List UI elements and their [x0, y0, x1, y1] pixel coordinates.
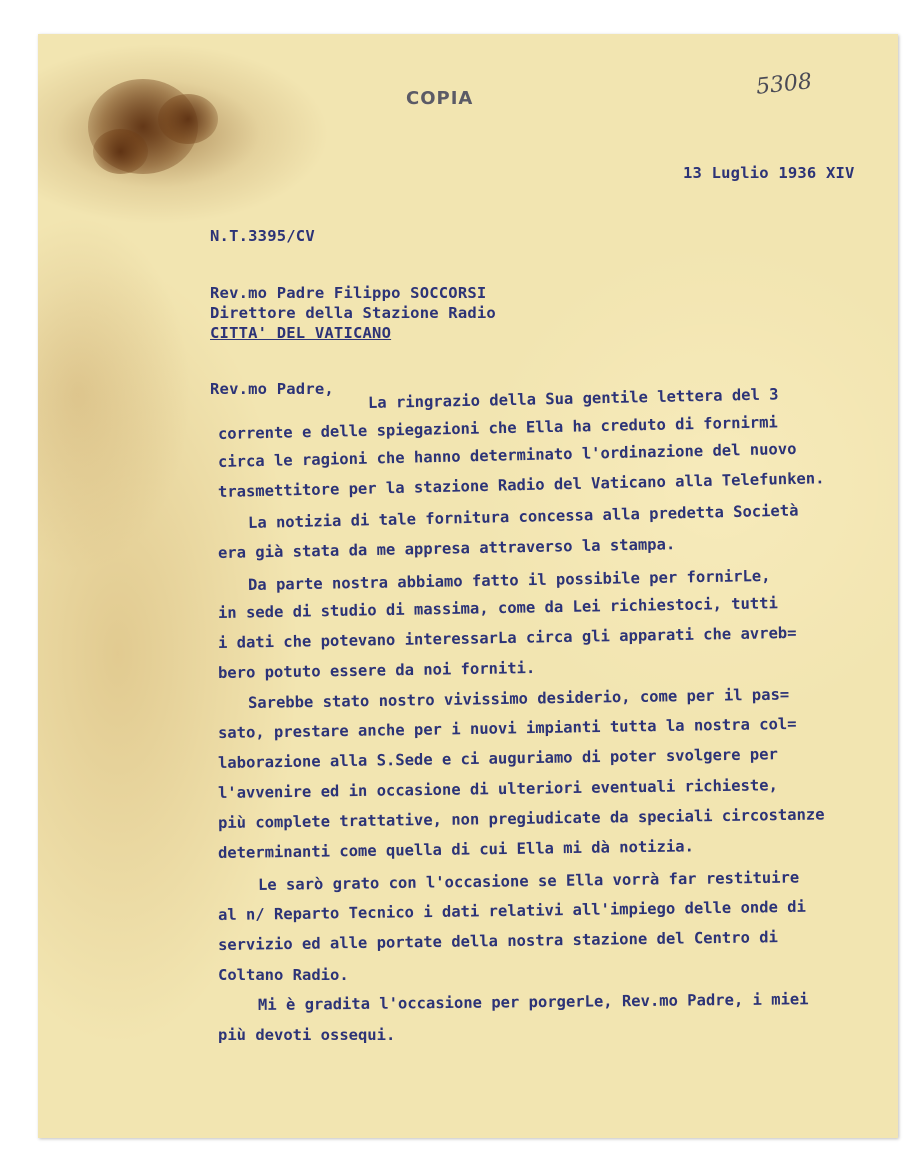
recipient-title: Direttore della Stazione Radio	[210, 304, 496, 322]
copy-stamp: COPIA	[406, 88, 474, 109]
letter-page	[38, 34, 898, 1138]
body-line: Mi è gradita l'occasione per porgerLe, Rev.mo Padre, i miei	[257, 990, 809, 1014]
water-stain	[93, 129, 148, 174]
body-line: bero potuto essere da noi forniti.	[217, 659, 536, 682]
body-line: sato, prestare anche per i nuovi impianti tutta la nostra col=	[217, 714, 797, 742]
body-line: Coltano Radio.	[218, 966, 349, 984]
water-stain	[158, 94, 218, 144]
body-line: corrente e delle spiegazioni che Ella ha creduto di fornirmi	[217, 413, 778, 443]
body-line: Da parte nostra abbiamo fatto il possibile per fornirLe,	[247, 566, 771, 594]
body-line: La ringrazio della Sua gentile lettera del 3	[367, 385, 779, 412]
body-line: La notizia di tale fornitura concessa alla predetta Società	[247, 501, 799, 532]
recipient-name: Rev.mo Padre Filippo SOCCORSI	[210, 284, 487, 302]
body-line: servizio ed alle portate della nostra stazione del Centro di	[217, 928, 778, 954]
body-line: circa le ragioni che hanno determinato l'ordinazione del nuovo	[217, 439, 797, 471]
body-line: laborazione alla S.Sede e ci auguriamo di poter svolgere per	[217, 745, 778, 772]
body-line: era già stata da me appresa attraverso la stampa.	[217, 535, 676, 562]
recipient-location: CITTA' DEL VATICANO	[210, 324, 392, 342]
body-line: più devoti ossequi.	[218, 1026, 396, 1044]
body-line: i dati che potevano interessarLa circa gli apparati che avreb=	[217, 623, 797, 652]
body-line: determinanti come quella di cui Ella mi dà notizia.	[217, 837, 695, 862]
archive-number: 5308	[754, 69, 814, 100]
salutation: Rev.mo Padre,	[210, 380, 334, 398]
body-line: in sede di studio di massima, come da Lei richiestoci, tutti	[217, 594, 778, 622]
body-line: Le sarò grato con l'occasione se Ella vorrà far restituire	[257, 868, 800, 894]
body-line: Sarebbe stato nostro vivissimo desiderio, come per il pas=	[247, 685, 790, 712]
body-line: al n/ Reparto Tecnico i dati relativi all'impiego delle onde di	[217, 897, 806, 924]
body-line: più complete trattative, non pregiudicate da speciali circostanze	[217, 805, 825, 832]
letter-date: 13 Luglio 1936 XIV	[683, 164, 855, 182]
reference-number: N.T.3395/CV	[210, 227, 315, 245]
body-line: l'avvenire ed in occasione di ulteriori eventuali richieste,	[217, 776, 778, 802]
body-line: trasmettitore per la stazione Radio del Vaticano alla Telefunken.	[217, 469, 825, 501]
